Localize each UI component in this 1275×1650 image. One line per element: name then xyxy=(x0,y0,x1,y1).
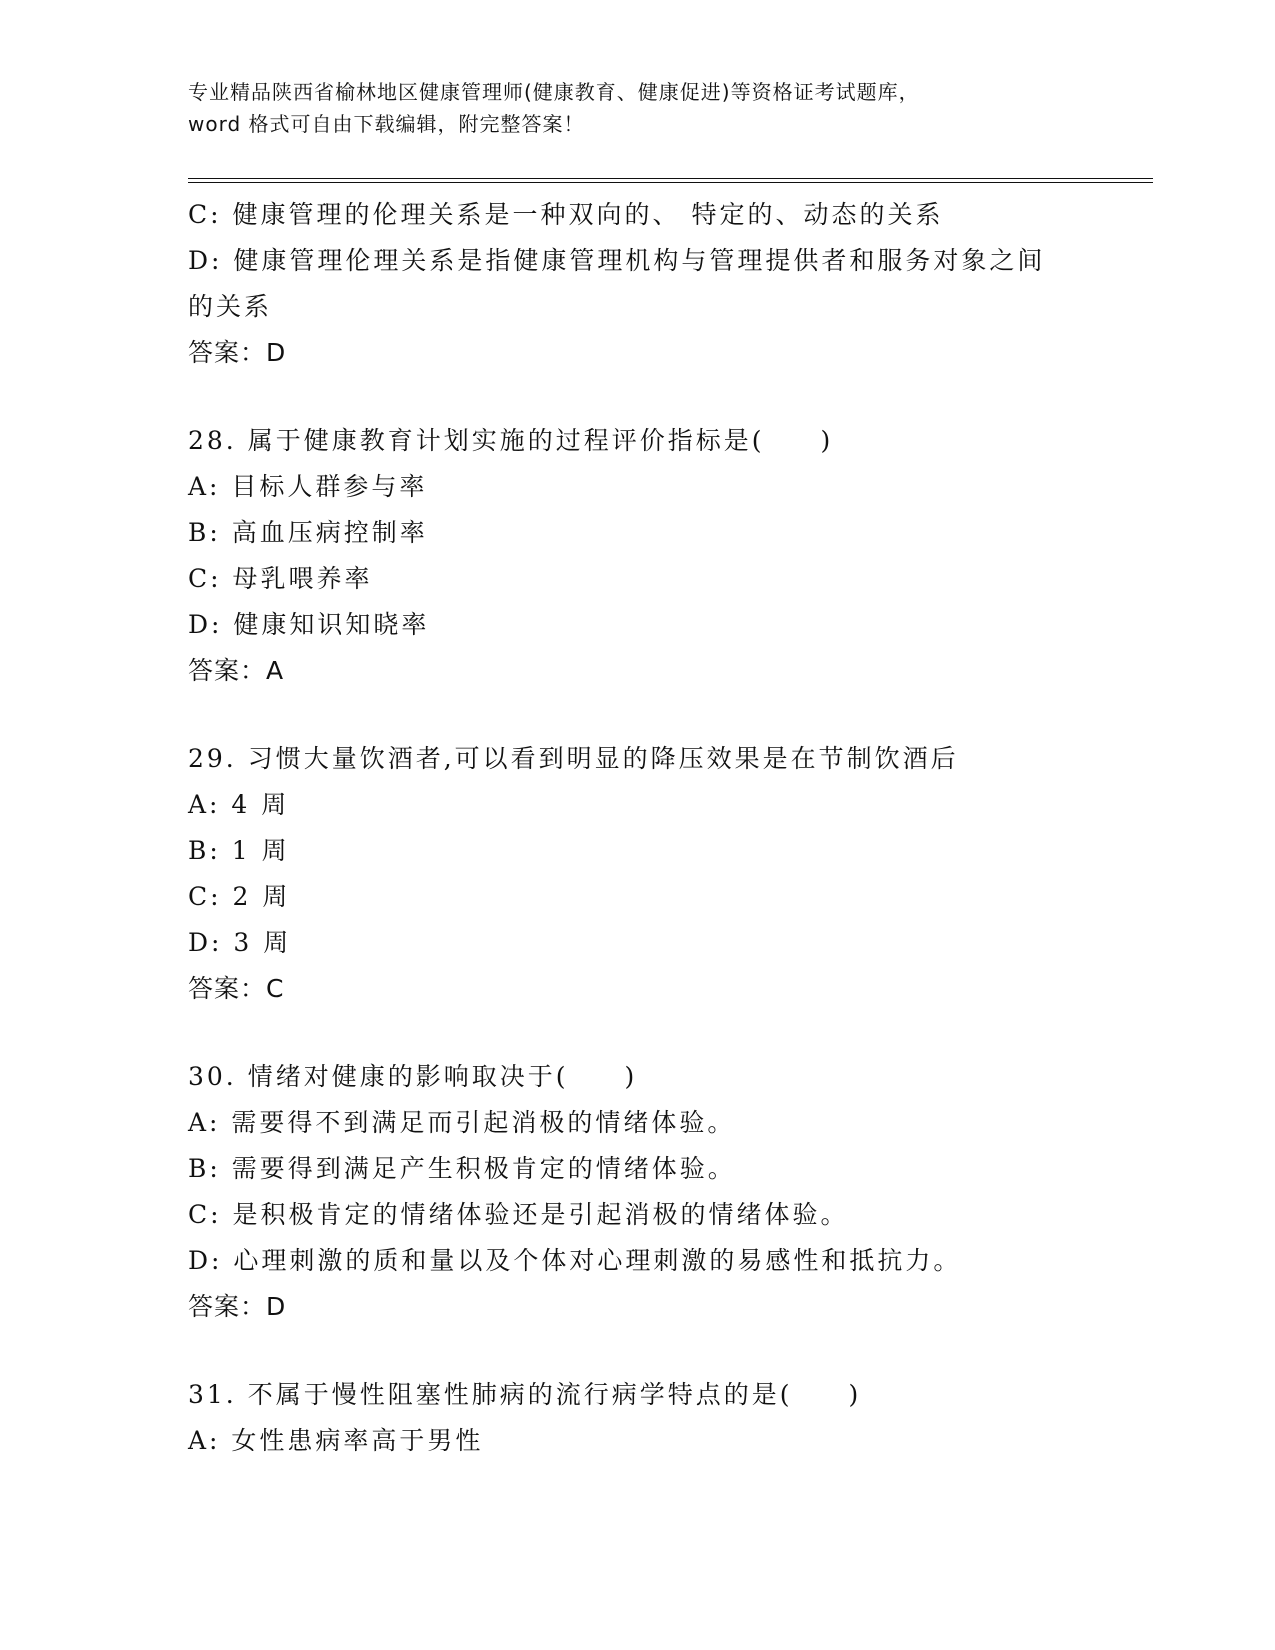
option-b: B: 需要得到满足产生积极肯定的情绪体验。 xyxy=(188,1154,736,1183)
previous-question-tail xyxy=(188,192,1088,376)
option-c: C: 是积极肯定的情绪体验还是引起消极的情绪体验。 xyxy=(188,1200,849,1229)
option-a: A: 需要得不到满足而引起消极的情绪体验。 xyxy=(188,1108,736,1137)
question-stem: 31. 不属于慢性阻塞性肺病的流行病学特点的是( ) xyxy=(188,1380,862,1409)
question-stem: 28. 属于健康教育计划实施的过程评价指标是( ) xyxy=(188,426,834,455)
answer-line: 答案：D xyxy=(188,338,287,367)
answer-line: 答案：C xyxy=(188,974,285,1003)
option-c: C: 健康管理的伦理关系是一种双向的、 特定的、动态的关系 xyxy=(188,200,944,229)
option-d: D: 3 周 xyxy=(188,928,292,957)
question-stem: 29. 习惯大量饮酒者,可以看到明显的降压效果是在节制饮酒后 xyxy=(188,744,959,773)
page-header xyxy=(188,76,1088,140)
option-c: C: 母乳喂养率 xyxy=(188,564,373,593)
option-d: D: 健康管理伦理关系是指健康管理机构与管理提供者和服务对象之间 xyxy=(188,246,1046,275)
option-b: B: 高血压病控制率 xyxy=(188,518,428,547)
header-line-1: 专业精品陕西省榆林地区健康管理师(健康教育、健康促进)等资格证考试题库， xyxy=(188,80,920,104)
option-a: A: 目标人群参与率 xyxy=(188,472,428,501)
option-a: A: 4 周 xyxy=(188,790,290,819)
question-31 xyxy=(188,1372,1088,1464)
option-c: C: 2 周 xyxy=(188,882,291,911)
option-d: D: 健康知识知晓率 xyxy=(188,610,430,639)
answer-line: 答案：A xyxy=(188,656,285,685)
question-stem: 30. 情绪对健康的影响取决于( ) xyxy=(188,1062,638,1091)
header-rule-top xyxy=(188,178,1153,179)
question-28 xyxy=(188,418,1088,694)
option-b: B: 1 周 xyxy=(188,836,290,865)
question-content xyxy=(188,192,1088,1464)
option-d-continued: 的关系 xyxy=(188,292,273,321)
header-rule-bottom xyxy=(188,182,1153,183)
answer-line: 答案：D xyxy=(188,1292,287,1321)
question-30 xyxy=(188,1054,1088,1330)
option-a: A: 女性患病率高于男性 xyxy=(188,1426,484,1455)
header-line-2: word 格式可自由下载编辑，附完整答案！ xyxy=(188,112,585,136)
option-d: D: 心理刺激的质和量以及个体对心理刺激的易感性和抵抗力。 xyxy=(188,1246,962,1275)
question-29 xyxy=(188,736,1088,1012)
